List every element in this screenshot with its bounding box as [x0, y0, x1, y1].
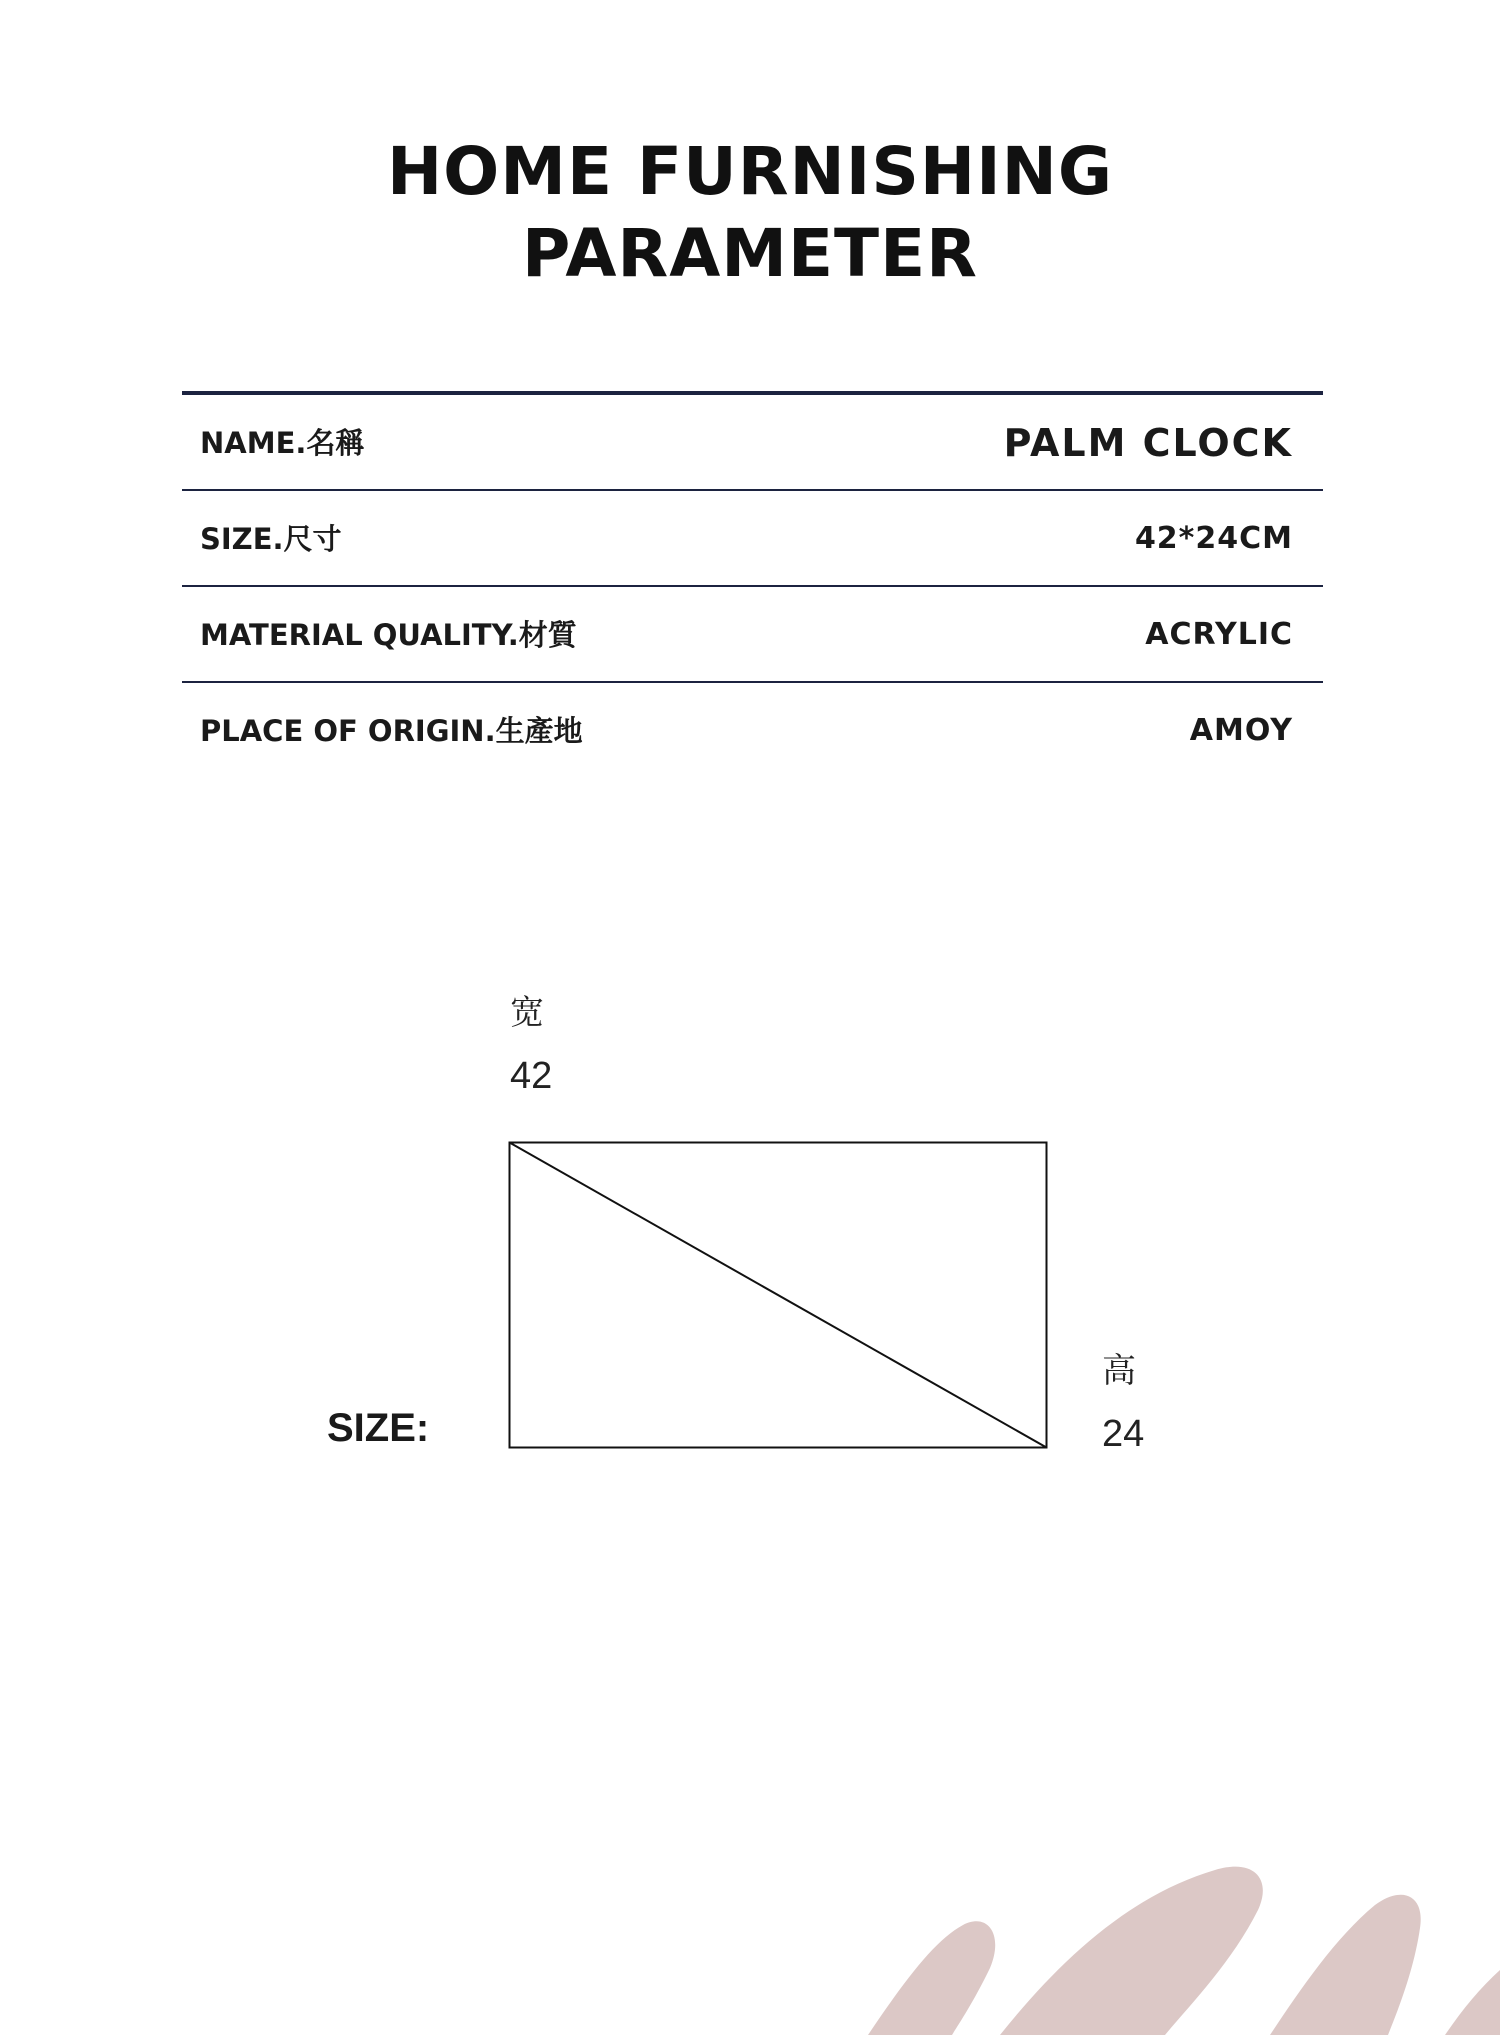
palm-finger-shape: [1270, 1895, 1421, 2035]
page-title-line-1: HOME FURNISHING: [386, 133, 1114, 210]
parameter-value: AMOY: [1189, 713, 1293, 748]
width-value: 42: [510, 1055, 553, 1097]
palm-finger-shapes: [868, 1867, 1500, 2035]
parameter-value: 42*24CM: [1134, 521, 1293, 556]
palm-finger-shape: [1445, 1970, 1500, 2035]
page-title-line-2: PARAMETER: [522, 215, 978, 292]
parameter-label: SIZE.尺寸: [200, 522, 342, 556]
height-value: 24: [1102, 1413, 1145, 1455]
width-label: 宽: [510, 993, 544, 1033]
parameter-value: PALM CLOCK: [1003, 421, 1293, 465]
palm-finger-shape: [868, 1921, 995, 2035]
size-label: SIZE:: [327, 1406, 430, 1450]
parameter-label: MATERIAL QUALITY.材質: [200, 618, 577, 652]
parameter-label: NAME.名稱: [200, 426, 365, 460]
height-label: 高: [1102, 1351, 1136, 1391]
palm-finger-shape: [1000, 1867, 1263, 2035]
parameter-label: PLACE OF ORIGIN.生產地: [200, 714, 583, 748]
parameter-value: ACRYLIC: [1145, 617, 1293, 652]
